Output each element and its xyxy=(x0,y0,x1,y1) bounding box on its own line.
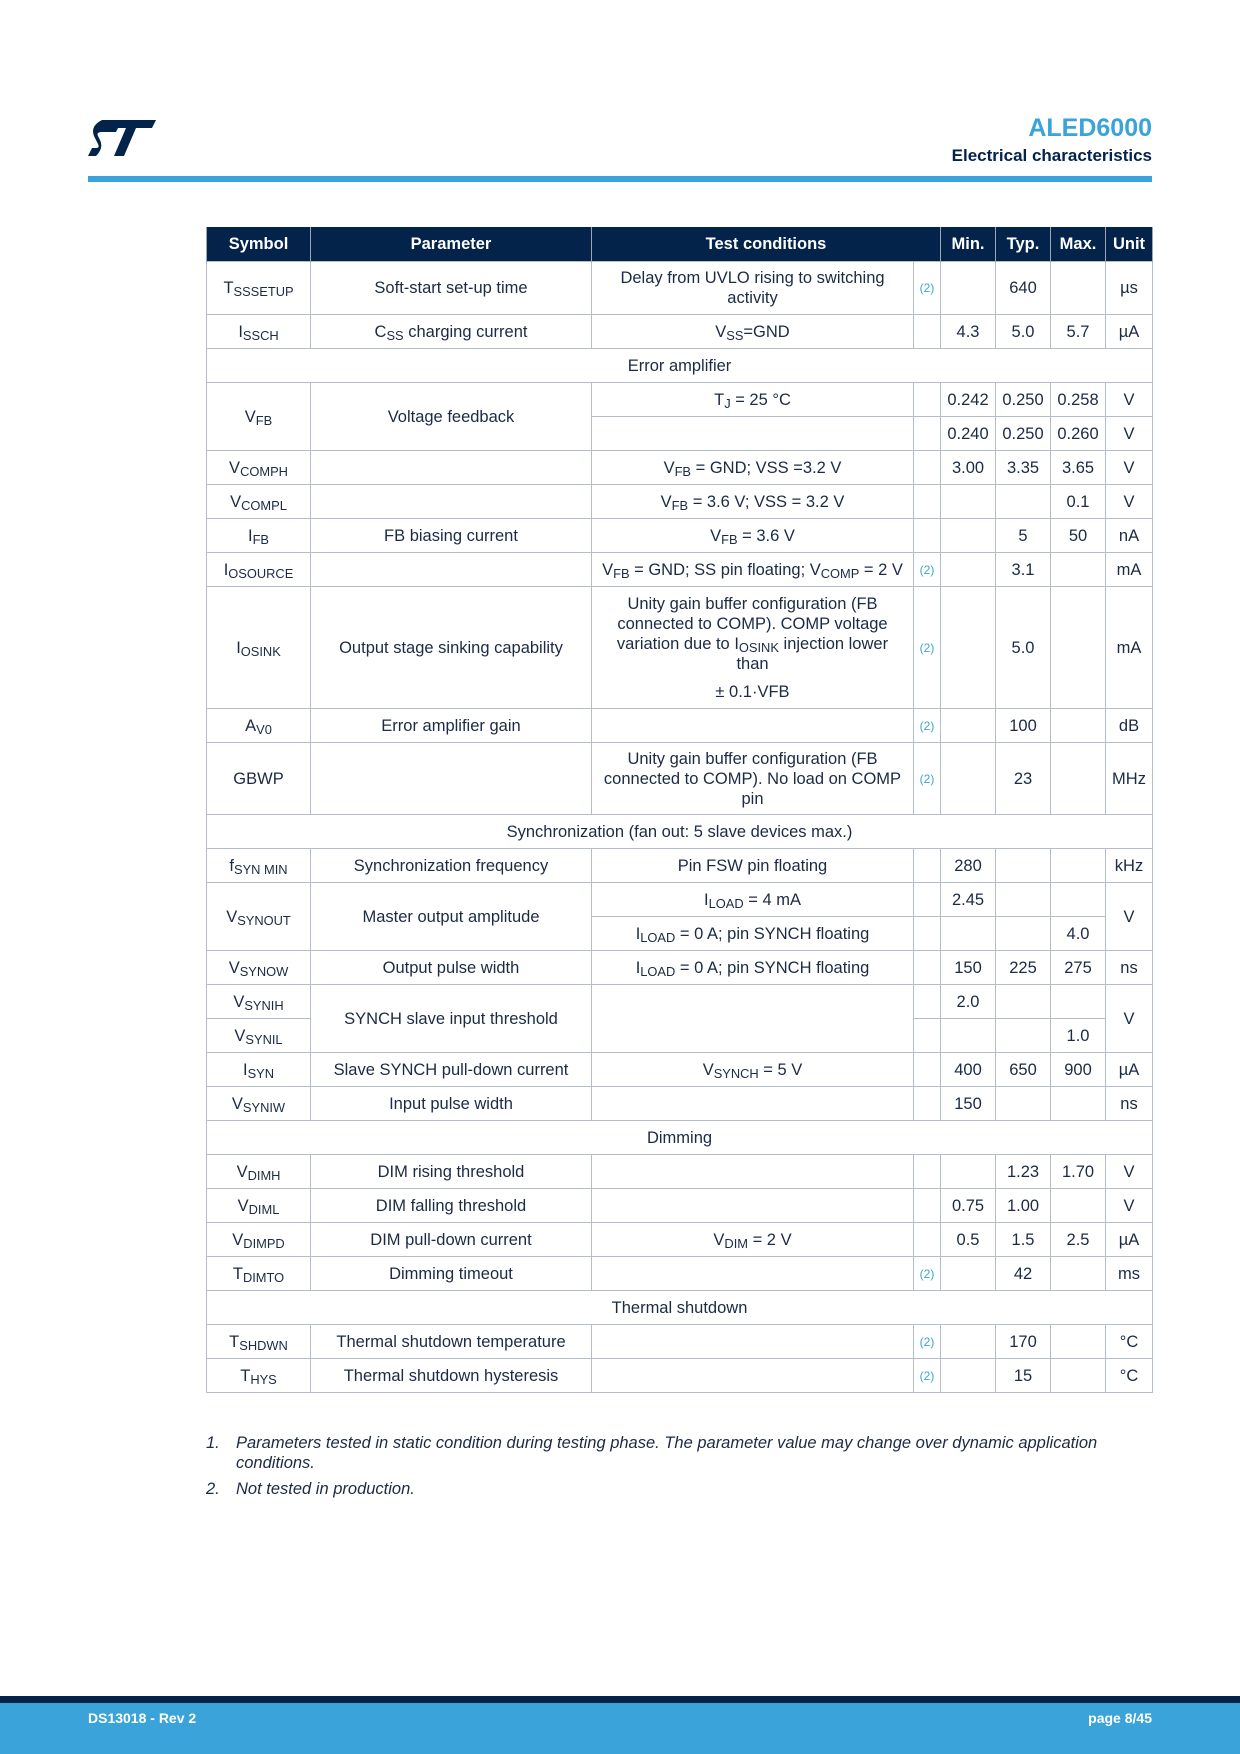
electrical-characteristics-table xyxy=(206,227,1153,1393)
section-dimming: Dimming xyxy=(207,1121,1153,1155)
typ-cell xyxy=(996,985,1051,1019)
max-cell: 0.1 xyxy=(1051,485,1106,519)
table-row xyxy=(207,553,1153,587)
typ-cell: 1.00 xyxy=(996,1189,1051,1223)
typ-cell: 1.5 xyxy=(996,1223,1051,1257)
symbol-cell: $V_{SYNOW}$ xyxy=(207,951,311,985)
note-ref: (2) xyxy=(914,262,941,315)
note-ref: (2) xyxy=(914,1359,941,1393)
max-cell: 4.0 xyxy=(1051,917,1106,951)
section-synchronization: Synchronization (fan out: 5 slave devices max.) xyxy=(207,815,1153,849)
symbol-cell: $V_{DIML}$ xyxy=(207,1189,311,1223)
typ-cell: 3.1 xyxy=(996,553,1051,587)
conditions-cell: $T_J = 25$ °C xyxy=(592,383,914,417)
min-cell: 0.5 xyxy=(941,1223,996,1257)
min-cell xyxy=(941,262,996,315)
unit-cell: V xyxy=(1106,451,1153,485)
unit-cell: nA xyxy=(1106,519,1153,553)
typ-cell: 1.23 xyxy=(996,1155,1051,1189)
typ-cell xyxy=(996,1019,1051,1053)
min-cell: 0.242 xyxy=(941,383,996,417)
conditions-cell: $I_{LOAD} = 4$ mA xyxy=(592,883,914,917)
parameter-cell: Thermal shutdown hysteresis xyxy=(311,1359,592,1393)
parameter-cell: DIM falling threshold xyxy=(311,1189,592,1223)
table-row xyxy=(207,451,1153,485)
unit-cell: µA xyxy=(1106,315,1153,349)
symbol-cell: $V_{DIMH}$ xyxy=(207,1155,311,1189)
typ-cell: 640 xyxy=(996,262,1051,315)
table-row xyxy=(207,587,1153,709)
unit-cell: MHz xyxy=(1106,743,1153,815)
conditions-cell: $V_{FB} = 3.6$ V; VSS = 3.2 V xyxy=(592,485,914,519)
min-cell: 150 xyxy=(941,1087,996,1121)
conditions-cell xyxy=(592,1189,914,1223)
conditions-cell: Pin FSW pin floating xyxy=(592,849,914,883)
max-cell xyxy=(1051,709,1106,743)
table-row xyxy=(207,1087,1153,1121)
parameter-cell: Dimming timeout xyxy=(311,1257,592,1291)
typ-cell: 15 xyxy=(996,1359,1051,1393)
max-cell: 0.258 xyxy=(1051,383,1106,417)
max-cell: 275 xyxy=(1051,951,1106,985)
min-cell xyxy=(941,519,996,553)
min-cell: 0.75 xyxy=(941,1189,996,1223)
min-cell xyxy=(941,1257,996,1291)
symbol-cell: $V_{DIMPD}$ xyxy=(207,1223,311,1257)
unit-cell: ns xyxy=(1106,1087,1153,1121)
parameter-cell: Thermal shutdown temperature xyxy=(311,1325,592,1359)
max-cell: 900 xyxy=(1051,1053,1106,1087)
table-row xyxy=(207,262,1153,315)
table-row xyxy=(207,985,1153,1019)
max-cell xyxy=(1051,553,1106,587)
parameter-cell: Output stage sinking capability xyxy=(311,587,592,709)
typ-cell: 42 xyxy=(996,1257,1051,1291)
symbol-cell: $T_{DIMTO}$ xyxy=(207,1257,311,1291)
min-cell xyxy=(941,1325,996,1359)
max-cell: 2.5 xyxy=(1051,1223,1106,1257)
max-cell xyxy=(1051,743,1106,815)
unit-cell: µA xyxy=(1106,1053,1153,1087)
min-cell: 2.45 xyxy=(941,883,996,917)
parameter-cell: Slave SYNCH pull-down current xyxy=(311,1053,592,1087)
max-cell xyxy=(1051,1087,1106,1121)
min-cell: 150 xyxy=(941,951,996,985)
table-row xyxy=(207,519,1153,553)
parameter-cell: DIM pull-down current xyxy=(311,1223,592,1257)
conditions-cell: Unity gain buffer configuration (FB connected to COMP). No load on COMP pin xyxy=(592,743,914,815)
col-test-conditions: Test conditions xyxy=(592,227,941,262)
typ-cell: 5.0 xyxy=(996,587,1051,709)
table-row xyxy=(207,485,1153,519)
col-typ: Typ. xyxy=(996,227,1051,262)
min-cell xyxy=(941,1359,996,1393)
min-cell xyxy=(941,743,996,815)
note-ref xyxy=(914,315,941,349)
footnote: 2. Not tested in production. xyxy=(206,1480,415,1498)
typ-cell: 225 xyxy=(996,951,1051,985)
min-cell xyxy=(941,709,996,743)
typ-cell xyxy=(996,849,1051,883)
symbol-cell: $V_{SYNOUT}$ xyxy=(207,883,311,951)
conditions-cell: $V_{FB}$ = GND; VSS =3.2 V xyxy=(592,451,914,485)
symbol-cell: $f_{SYN MIN}$ xyxy=(207,849,311,883)
conditions-cell: $V_{SS}=GND$ xyxy=(592,315,914,349)
min-cell xyxy=(941,485,996,519)
conditions-cell xyxy=(592,1359,914,1393)
min-cell: 3.00 xyxy=(941,451,996,485)
parameter-cell: Master output amplitude xyxy=(311,883,592,951)
symbol-cell: $I_{SYN}$ xyxy=(207,1053,311,1087)
table-row xyxy=(207,849,1153,883)
symbol-cell: $V_{COMPL}$ xyxy=(207,485,311,519)
unit-cell: V xyxy=(1106,383,1153,417)
parameter-cell: Input pulse width xyxy=(311,1087,592,1121)
conditions-cell: $V_{FB}$ = GND; SS pin floating; $V_{COMP} = 2$ V xyxy=(592,553,914,587)
col-parameter: Parameter xyxy=(311,227,592,262)
col-unit: Unit xyxy=(1106,227,1153,262)
unit-cell: V xyxy=(1106,883,1153,951)
typ-cell xyxy=(996,883,1051,917)
symbol-cell: $T_{SSSETUP}$ xyxy=(207,262,311,315)
page-number: page 8/45 xyxy=(1088,1710,1152,1726)
unit-cell: µs xyxy=(1106,262,1153,315)
conditions-cell: $I_{LOAD} = 0$ A; pin SYNCH floating xyxy=(592,917,914,951)
table-row xyxy=(207,1053,1153,1087)
section-error-amplifier: Error amplifier xyxy=(207,349,1153,383)
max-cell xyxy=(1051,1325,1106,1359)
min-cell: 4.3 xyxy=(941,315,996,349)
note-ref: (2) xyxy=(914,553,941,587)
parameter-cell: Output pulse width xyxy=(311,951,592,985)
table-row xyxy=(207,1325,1153,1359)
symbol-cell: $T_{SHDWN}$ xyxy=(207,1325,311,1359)
document-title: ALED6000 xyxy=(1028,114,1152,142)
symbol-cell: $V_{SYNIL}$ xyxy=(207,1019,311,1053)
conditions-cell: $V_{FB} = 3.6$ V xyxy=(592,519,914,553)
max-cell xyxy=(1051,1359,1106,1393)
header-rule xyxy=(88,176,1152,182)
symbol-cell: $I_{SSCH}$ xyxy=(207,315,311,349)
typ-cell: 100 xyxy=(996,709,1051,743)
unit-cell: µA xyxy=(1106,1223,1153,1257)
unit-cell: mA xyxy=(1106,553,1153,587)
table-row xyxy=(207,383,1153,417)
unit-cell: V xyxy=(1106,1155,1153,1189)
conditions-cell xyxy=(592,1155,914,1189)
symbol-cell: $V_{COMPH}$ xyxy=(207,451,311,485)
footnote: 1. Parameters tested in static condition during testing phase. The parameter value may change over dynamic application conditions. xyxy=(206,1434,1098,1472)
conditions-cell: $V_{DIM} = 2$ V xyxy=(592,1223,914,1257)
conditions-cell xyxy=(592,985,914,1053)
max-cell: 1.0 xyxy=(1051,1019,1106,1053)
col-symbol: Symbol xyxy=(207,227,311,262)
conditions-cell: Unity gain buffer configuration (FB connected to COMP). COMP voltage variation due to $I_{OSINK}$ injection lower than ± 0.1·VFB xyxy=(592,587,914,709)
col-min: Min. xyxy=(941,227,996,262)
parameter-cell xyxy=(311,485,592,519)
max-cell: 50 xyxy=(1051,519,1106,553)
parameter-cell: Synchronization frequency xyxy=(311,849,592,883)
min-cell: 2.0 xyxy=(941,985,996,1019)
parameter-cell: Soft-start set-up time xyxy=(311,262,592,315)
unit-cell: ms xyxy=(1106,1257,1153,1291)
max-cell: 1.70 xyxy=(1051,1155,1106,1189)
min-cell: 280 xyxy=(941,849,996,883)
typ-cell: 3.35 xyxy=(996,451,1051,485)
max-cell xyxy=(1051,587,1106,709)
unit-cell: dB xyxy=(1106,709,1153,743)
conditions-cell xyxy=(592,417,914,451)
min-cell: 0.240 xyxy=(941,417,996,451)
footnotes xyxy=(206,1433,1152,1505)
conditions-cell xyxy=(592,1087,914,1121)
symbol-cell: $I_{OSINK}$ xyxy=(207,587,311,709)
max-cell xyxy=(1051,985,1106,1019)
typ-cell xyxy=(996,917,1051,951)
parameter-cell: SYNCH slave input threshold xyxy=(311,985,592,1053)
max-cell xyxy=(1051,1189,1106,1223)
table-header-row xyxy=(207,227,1153,262)
max-cell: 5.7 xyxy=(1051,315,1106,349)
symbol-cell: GBWP xyxy=(207,743,311,815)
min-cell xyxy=(941,587,996,709)
typ-cell: 650 xyxy=(996,1053,1051,1087)
conditions-cell: $V_{SYNCH} = 5$ V xyxy=(592,1053,914,1087)
typ-cell xyxy=(996,1087,1051,1121)
symbol-cell: $I_{OSOURCE}$ xyxy=(207,553,311,587)
note-ref: (2) xyxy=(914,587,941,709)
note-ref: (2) xyxy=(914,709,941,743)
table-row xyxy=(207,743,1153,815)
parameter-cell xyxy=(311,743,592,815)
footer-rule xyxy=(0,1696,1240,1703)
min-cell xyxy=(941,1155,996,1189)
min-cell: 400 xyxy=(941,1053,996,1087)
symbol-cell: $A_{V0}$ xyxy=(207,709,311,743)
typ-cell: 170 xyxy=(996,1325,1051,1359)
col-max: Max. xyxy=(1051,227,1106,262)
parameter-cell: Voltage feedback xyxy=(311,383,592,451)
unit-cell: V xyxy=(1106,1189,1153,1223)
min-cell xyxy=(941,917,996,951)
unit-cell: V xyxy=(1106,485,1153,519)
min-cell xyxy=(941,553,996,587)
parameter-cell: DIM rising threshold xyxy=(311,1155,592,1189)
conditions-cell xyxy=(592,1257,914,1291)
table-row xyxy=(207,1257,1153,1291)
max-cell xyxy=(1051,262,1106,315)
unit-cell: V xyxy=(1106,985,1153,1053)
note-ref: (2) xyxy=(914,1257,941,1291)
note-ref: (2) xyxy=(914,743,941,815)
table-row xyxy=(207,1155,1153,1189)
typ-cell: 23 xyxy=(996,743,1051,815)
unit-cell: ns xyxy=(1106,951,1153,985)
max-cell xyxy=(1051,849,1106,883)
max-cell: 3.65 xyxy=(1051,451,1106,485)
symbol-cell: $V_{SYNIW}$ xyxy=(207,1087,311,1121)
section-thermal-shutdown: Thermal shutdown xyxy=(207,1291,1153,1325)
table-row xyxy=(207,1189,1153,1223)
parameter-cell: FB biasing current xyxy=(311,519,592,553)
table-row xyxy=(207,1223,1153,1257)
symbol-cell: $V_{FB}$ xyxy=(207,383,311,451)
unit-cell: °C xyxy=(1106,1325,1153,1359)
note-ref: (2) xyxy=(914,1325,941,1359)
parameter-cell xyxy=(311,451,592,485)
table-row xyxy=(207,951,1153,985)
conditions-cell xyxy=(592,709,914,743)
st-logo xyxy=(88,118,158,158)
typ-cell: 5 xyxy=(996,519,1051,553)
symbol-cell: $I_{FB}$ xyxy=(207,519,311,553)
typ-cell: 5.0 xyxy=(996,315,1051,349)
typ-cell: 0.250 xyxy=(996,383,1051,417)
document-id: DS13018 - Rev 2 xyxy=(88,1710,197,1726)
parameter-cell: $C_{SS}$ charging current xyxy=(311,315,592,349)
unit-cell: kHz xyxy=(1106,849,1153,883)
unit-cell: V xyxy=(1106,417,1153,451)
max-cell xyxy=(1051,883,1106,917)
table-row xyxy=(207,709,1153,743)
parameter-cell: Error amplifier gain xyxy=(311,709,592,743)
unit-cell: °C xyxy=(1106,1359,1153,1393)
table-row xyxy=(207,315,1153,349)
section-title: Electrical characteristics xyxy=(951,146,1152,165)
unit-cell: mA xyxy=(1106,587,1153,709)
parameter-cell xyxy=(311,553,592,587)
conditions-cell: $I_{LOAD} = 0$ A; pin SYNCH floating xyxy=(592,951,914,985)
table-row xyxy=(207,883,1153,917)
symbol-cell: $T_{HYS}$ xyxy=(207,1359,311,1393)
max-cell xyxy=(1051,1257,1106,1291)
typ-cell: 0.250 xyxy=(996,417,1051,451)
max-cell: 0.260 xyxy=(1051,417,1106,451)
min-cell xyxy=(941,1019,996,1053)
table-row xyxy=(207,1359,1153,1393)
conditions-cell xyxy=(592,1325,914,1359)
symbol-cell: $V_{SYNIH}$ xyxy=(207,985,311,1019)
typ-cell xyxy=(996,485,1051,519)
conditions-cell: Delay from UVLO rising to switching activity xyxy=(592,262,914,315)
